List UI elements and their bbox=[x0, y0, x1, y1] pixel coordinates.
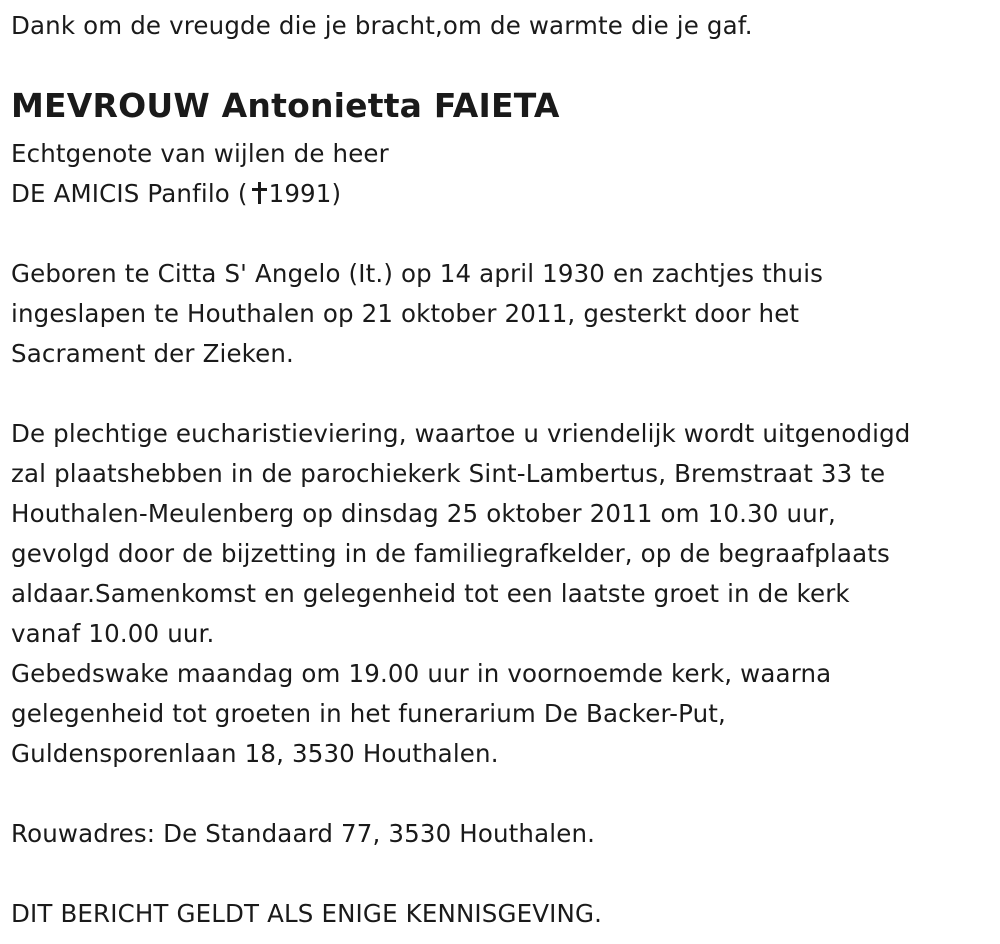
mourning-address: Rouwadres: De Standaard 77, 3530 Houthalen. bbox=[11, 819, 596, 848]
notice-line: DIT BERICHT GELDT ALS ENIGE KENNISGEVING. bbox=[11, 899, 603, 928]
spouse-name-line bbox=[11, 174, 341, 214]
ceremony-line-5: aldaar.Samenkomst en gelegenheid tot een laatste groet in de kerk bbox=[11, 579, 850, 608]
cross-icon bbox=[252, 182, 266, 204]
motto: Dank om de vreugde die je bracht,om de warmte die je gaf. bbox=[11, 11, 753, 40]
ceremony-line-7: Gebedswake maandag om 19.00 uur in voornoemde kerk, waarna bbox=[11, 659, 832, 688]
ceremony-line-9: Guldensporenlaan 18, 3530 Houthalen. bbox=[11, 739, 499, 768]
birth-line-3: Sacrament der Zieken. bbox=[11, 339, 294, 368]
birth-line-1: Geboren te Citta S' Angelo (It.) op 14 april 1930 en zachtjes thuis bbox=[11, 259, 824, 288]
spouse-line: Echtgenote van wijlen de heer bbox=[11, 139, 389, 168]
spouse-name: DE AMICIS Panfilo ( bbox=[11, 179, 248, 208]
ceremony-line-6: vanaf 10.00 uur. bbox=[11, 619, 215, 648]
ceremony-line-8: gelegenheid tot groeten in het funerarium De Backer-Put, bbox=[11, 699, 726, 728]
ceremony-line-4: gevolgd door de bijzetting in de familiegrafkelder, op de begraafplaats bbox=[11, 539, 890, 568]
ceremony-line-2: zal plaatshebben in de parochiekerk Sint-Lambertus, Bremstraat 33 te bbox=[11, 459, 886, 488]
spouse-death-year: 1991) bbox=[268, 179, 342, 208]
ceremony-line-1: De plechtige eucharistieviering, waartoe u vriendelijk wordt uitgenodigd bbox=[11, 419, 911, 448]
birth-line-2: ingeslapen te Houthalen op 21 oktober 2011, gesterkt door het bbox=[11, 299, 800, 328]
deceased-name: MEVROUW Antonietta FAIETA bbox=[11, 86, 560, 125]
ceremony-line-3: Houthalen-Meulenberg op dinsdag 25 oktober 2011 om 10.30 uur, bbox=[11, 499, 836, 528]
